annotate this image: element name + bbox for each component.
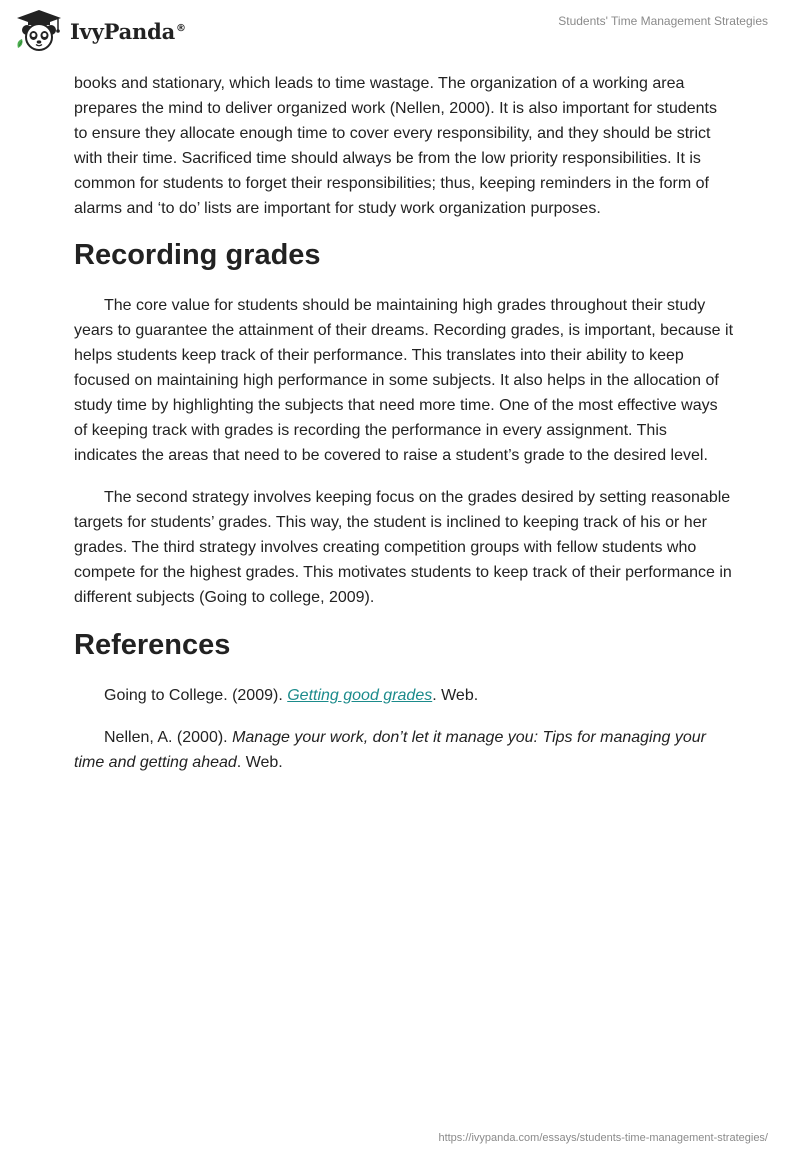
body-paragraph: The second strategy involves keeping focus on the grades desired by setting reasonable targets for students’ grades. This way, the student is inclined to keeping track of his or her grades. The third strategy involves creating competition groups with fellow students who compete for the highest grades. This motivates students to keep track of their performance in different subjects (Going to college, 2009).: [74, 489, 732, 606]
reference-suffix: . Web.: [432, 687, 479, 704]
intro-paragraph: books and stationary, which leads to time wastage. The organization of a working area prepares the mind to deliver organized work (Nellen, 2000). It is also important for students to ensure they allocate enough time to cover every responsibility, and they should be strict with their time. Sacrificed time should always be from the low priority responsibilities. It is common for students to forget their responsibilities; thus, keeping reminders in the form of alarms and ‘to do’ lists are important for study work organization purposes.: [74, 75, 717, 217]
essay-content: [74, 71, 734, 792]
reference-suffix: . Web.: [236, 754, 283, 771]
page-header: [0, 0, 800, 62]
reference-author-date: Going to College. (2009).: [104, 687, 288, 704]
brand-name: IvyPanda®: [70, 18, 186, 44]
section-heading-recording-grades: Recording grades: [74, 239, 321, 271]
panda-graduate-icon: [14, 8, 64, 52]
footer-url[interactable]: https://ivypanda.com/essays/students-time-management-strategies/: [438, 1132, 768, 1144]
reference-author-date: Nellen, A. (2000).: [104, 729, 233, 746]
document-title: Students' Time Management Strategies: [558, 14, 768, 28]
ivypanda-logo[interactable]: [14, 8, 186, 52]
registered-mark: ®: [176, 22, 186, 34]
reference-item: [74, 683, 734, 708]
section-heading-references: References: [74, 629, 231, 661]
body-paragraph: The core value for students should be maintaining high grades throughout their study years to guarantee the attainment of their dreams. Recording grades, is important, because it helps students keep track of their performance. This translates into their ability to keep focused on maintaining high performance in some subjects. It also helps in the allocation of study time by highlighting the subjects that need more time. One of the most effective ways of keeping track with grades is recording the performance in every assignment. This indicates the areas that need to be covered to raise a student’s grade to the desired level.: [74, 297, 734, 464]
reference-item: [74, 725, 734, 775]
reference-link[interactable]: Getting good grades: [287, 687, 433, 704]
reference-title: Manage your work, don’t let it manage you: Tips for managing your time and getting ahead: [74, 729, 706, 771]
